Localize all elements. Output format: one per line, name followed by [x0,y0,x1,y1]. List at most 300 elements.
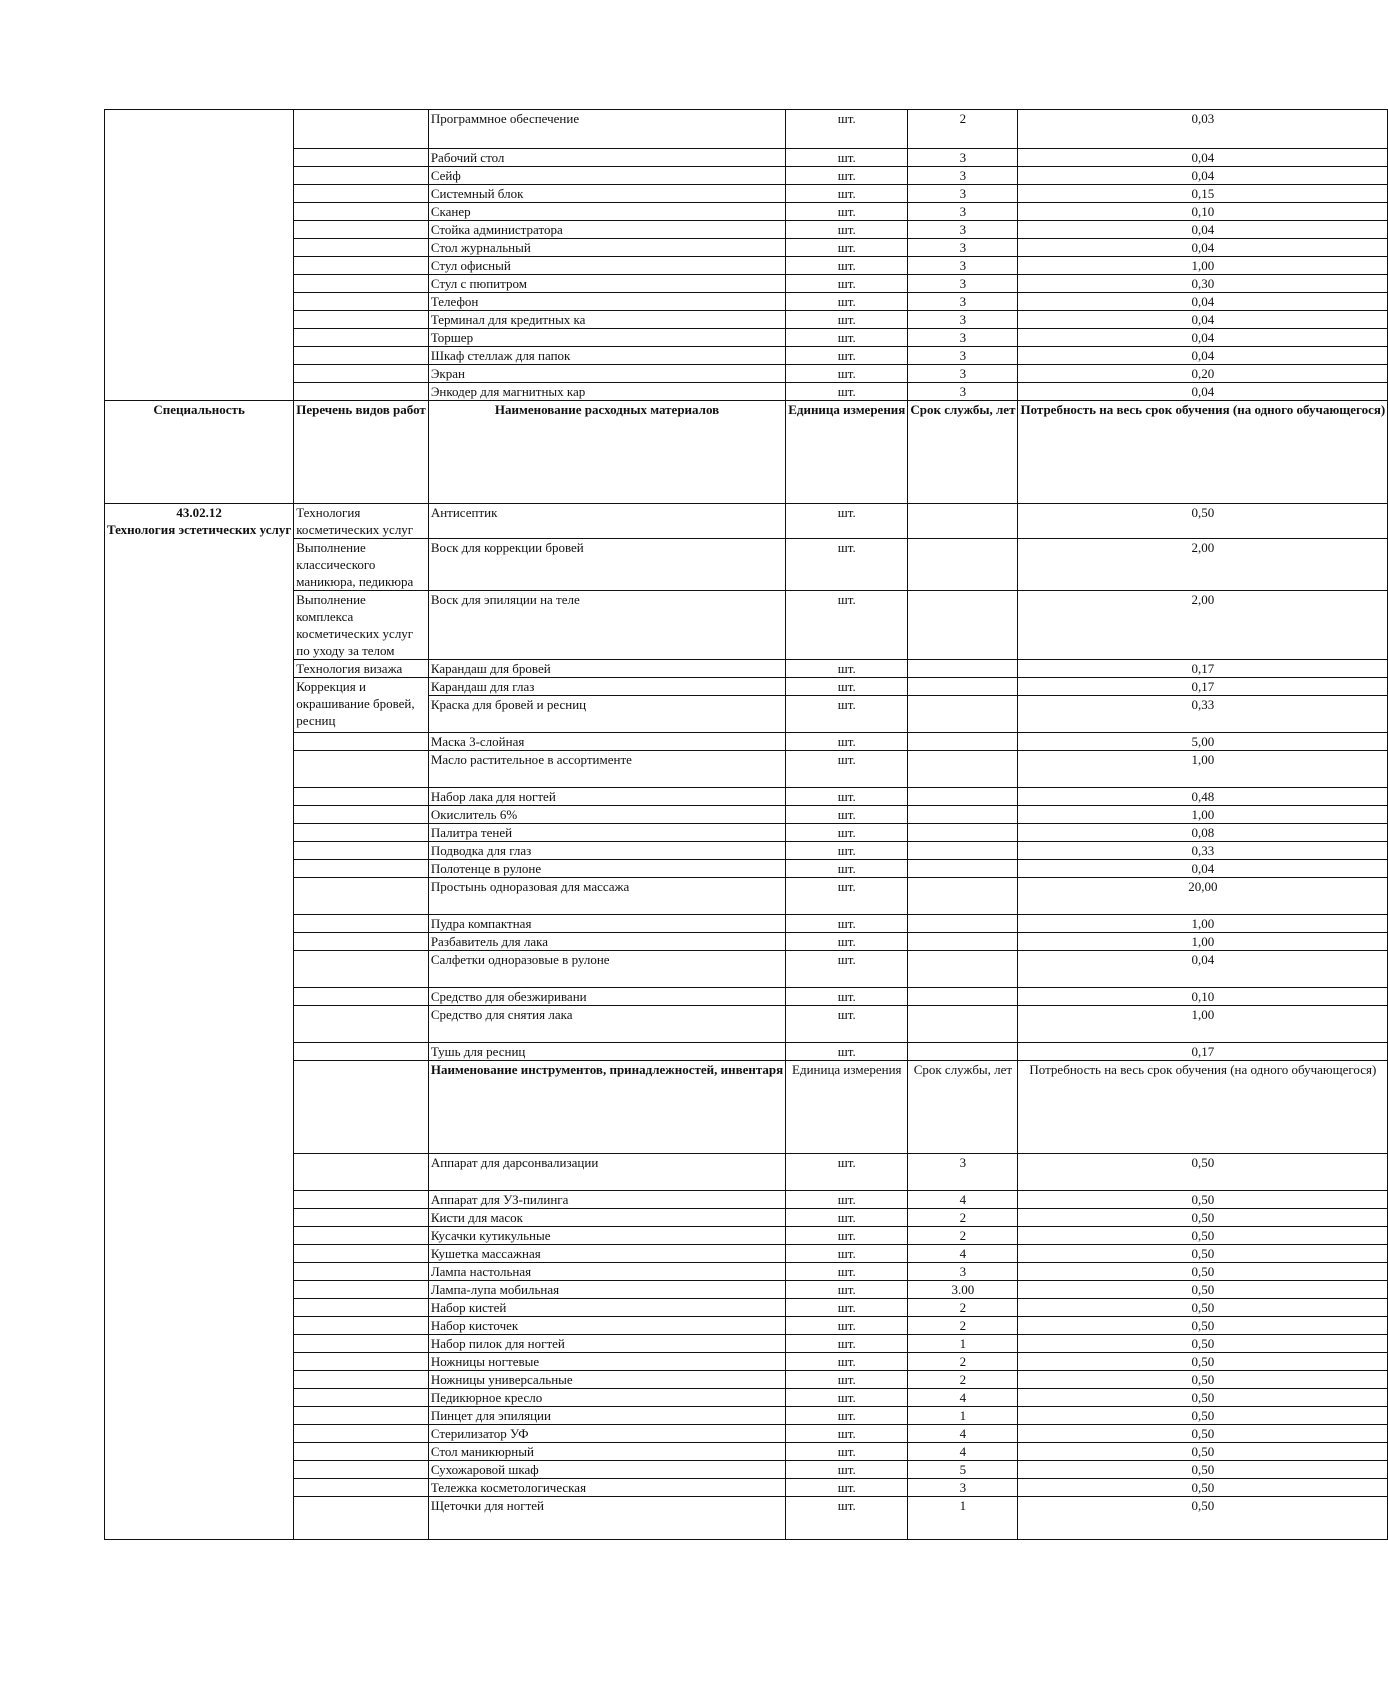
item-need: 0,10 [1018,988,1388,1006]
works-cell [294,1191,429,1209]
table-row [105,878,1388,915]
table-row [105,365,1388,383]
item-name: Программное обеспечение [428,110,785,149]
item-need: 0,17 [1018,660,1388,678]
table-row [105,275,1388,293]
table-row [105,329,1388,347]
item-life: 2 [908,1371,1018,1389]
item-unit: шт. [786,275,908,293]
item-unit: шт. [786,1389,908,1407]
item-unit: шт. [786,988,908,1006]
table-row [105,347,1388,365]
item-life: 3 [908,347,1018,365]
item-name: Набор кисточек [428,1317,785,1335]
item-unit: шт. [786,933,908,951]
item-unit: шт. [786,1263,908,1281]
works-cell [294,842,429,860]
work-item: Технология косметических услуг [294,504,429,539]
item-need: 0,10 [1018,203,1388,221]
table-row [105,1263,1388,1281]
table-row [105,311,1388,329]
item-life [908,878,1018,915]
item-name: Аппарат для УЗ-пилинга [428,1191,785,1209]
item-name: Салфетки одноразовые в рулоне [428,951,785,988]
works-cell [294,110,429,149]
item-life: 2 [908,1317,1018,1335]
item-life: 4 [908,1425,1018,1443]
table-row [105,842,1388,860]
item-unit: шт. [786,1227,908,1245]
works-cell [294,1154,429,1191]
item-unit: шт. [786,1299,908,1317]
item-name: Масло растительное в ассортименте [428,751,785,788]
item-need: 0,17 [1018,1043,1388,1061]
item-name: Палитра теней [428,824,785,842]
item-name: Ножницы ногтевые [428,1353,785,1371]
item-need: 0,04 [1018,149,1388,167]
works-cell [294,1443,429,1461]
works-cell [294,1263,429,1281]
table-row [105,660,1388,678]
materials-table [104,109,1388,1540]
item-name: Сухожаровой шкаф [428,1461,785,1479]
specialty-cell-empty [105,110,294,401]
works-cell [294,915,429,933]
works-cell [294,1245,429,1263]
specialty-title: Технология эстетических услуг [107,522,292,537]
item-name: Лампа настольная [428,1263,785,1281]
item-unit: шт. [786,1043,908,1061]
item-name: Окислитель 6% [428,806,785,824]
item-name: Щеточки для ногтей [428,1497,785,1540]
header-specialty: Специальность [105,401,294,504]
item-life [908,591,1018,660]
item-life: 3 [908,1154,1018,1191]
item-life [908,660,1018,678]
item-name: Пудра компактная [428,915,785,933]
table-row [105,239,1388,257]
work-item: Выполнение комплекса косметических услуг по уходу за телом [294,591,429,660]
item-unit: шт. [786,383,908,401]
table-row [105,1425,1388,1443]
table-row [105,933,1388,951]
works-cell [294,1227,429,1245]
works-cell [294,1371,429,1389]
item-name: Шкаф стеллаж для папок [428,347,785,365]
item-name: Аппарат для дарсонвализации [428,1154,785,1191]
table-row [105,110,1388,149]
item-name: Стерилизатор УФ [428,1425,785,1443]
item-life: 3 [908,1479,1018,1497]
table-row [105,257,1388,275]
item-need: 0,04 [1018,311,1388,329]
item-unit: шт. [786,504,908,539]
works-cell [294,878,429,915]
item-life: 2 [908,1353,1018,1371]
item-name: Стол маникюрный [428,1443,785,1461]
item-need: 0,50 [1018,1245,1388,1263]
item-name: Набор лака для ногтей [428,788,785,806]
table-row [105,1154,1388,1191]
table-row [105,1245,1388,1263]
item-life: 2 [908,1299,1018,1317]
works-cell [294,1425,429,1443]
item-need: 0,50 [1018,1209,1388,1227]
item-name: Краска для бровей и ресниц [428,696,785,733]
item-need: 0,50 [1018,1443,1388,1461]
item-need: 0,04 [1018,221,1388,239]
item-unit: шт. [786,239,908,257]
item-unit: шт. [786,1353,908,1371]
item-need: 0,04 [1018,951,1388,988]
item-unit: шт. [786,311,908,329]
table-row [105,539,1388,591]
item-name: Подводка для глаз [428,842,785,860]
item-life [908,539,1018,591]
works-cell [294,1006,429,1043]
table-row [105,1335,1388,1353]
item-unit: шт. [786,1425,908,1443]
item-life: 3 [908,257,1018,275]
table-row [105,293,1388,311]
item-life: 3 [908,311,1018,329]
table-row [105,988,1388,1006]
item-name: Антисептик [428,504,785,539]
item-need: 0,50 [1018,1317,1388,1335]
item-need: 0,50 [1018,1335,1388,1353]
item-unit: шт. [786,185,908,203]
item-unit: шт. [786,539,908,591]
table-row [105,1479,1388,1497]
table-row [105,1317,1388,1335]
item-life: 4 [908,1389,1018,1407]
item-life: 3 [908,365,1018,383]
item-life: 3 [908,167,1018,185]
item-name: Телефон [428,293,785,311]
table-row [105,951,1388,988]
work-item: Выполнение классического маникюра, педикюра [294,539,429,591]
item-need: 0,04 [1018,383,1388,401]
item-life: 5 [908,1461,1018,1479]
item-unit: шт. [786,1335,908,1353]
item-need: 0,50 [1018,1425,1388,1443]
item-need: 0,50 [1018,1281,1388,1299]
item-unit: шт. [786,167,908,185]
works-cell [294,149,429,167]
item-name: Кушетка массажная [428,1245,785,1263]
item-need: 0,50 [1018,1299,1388,1317]
item-need: 0,50 [1018,1353,1388,1371]
document-sheet [104,109,1388,1540]
item-unit: шт. [786,660,908,678]
header-row [105,401,1388,504]
item-name: Карандаш для глаз [428,678,785,696]
item-unit: шт. [786,915,908,933]
table-row [105,824,1388,842]
works-cell [294,185,429,203]
item-need: 0,50 [1018,1479,1388,1497]
item-life: 4 [908,1443,1018,1461]
table-row [105,1407,1388,1425]
table-row [105,221,1388,239]
table-row [105,806,1388,824]
item-need: 5,00 [1018,733,1388,751]
works-cell [294,1353,429,1371]
works-cell [294,1281,429,1299]
works-cell [294,1317,429,1335]
item-unit: шт. [786,203,908,221]
item-need: 0,50 [1018,1371,1388,1389]
table-row [105,915,1388,933]
item-need: 0,50 [1018,1154,1388,1191]
item-unit: шт. [786,806,908,824]
item-name: Стул с пюпитром [428,275,785,293]
works-cell [294,933,429,951]
item-need: 1,00 [1018,933,1388,951]
table-row [105,1006,1388,1043]
table-row [105,185,1388,203]
table-row [105,383,1388,401]
item-life: 3 [908,275,1018,293]
item-need: 0,50 [1018,1497,1388,1540]
item-unit: шт. [786,751,908,788]
item-life [908,1043,1018,1061]
item-need: 0,30 [1018,275,1388,293]
header-tools-unit: Единица измерения [786,1061,908,1154]
item-unit: шт. [786,678,908,696]
table-row [105,1497,1388,1540]
item-name: Кусачки кутикульные [428,1227,785,1245]
specialty-code: 43.02.12 [176,505,222,520]
item-need: 0,04 [1018,239,1388,257]
item-need: 1,00 [1018,751,1388,788]
item-name: Полотенце в рулоне [428,860,785,878]
item-name: Набор кистей [428,1299,785,1317]
item-name: Экран [428,365,785,383]
item-need: 0,04 [1018,167,1388,185]
table-row [105,1371,1388,1389]
item-name: Лампа-лупа мобильная [428,1281,785,1299]
works-cell [294,1407,429,1425]
header-tools-need: Потребность на весь срок обучения (на одного обучающегося) [1018,1061,1388,1154]
item-name: Рабочий стол [428,149,785,167]
item-name: Стойка администратора [428,221,785,239]
item-unit: шт. [786,951,908,988]
table-row [105,1227,1388,1245]
item-name: Кисти для масок [428,1209,785,1227]
item-life [908,751,1018,788]
item-life: 1 [908,1497,1018,1540]
item-name: Энкодер для магнитных кар [428,383,785,401]
works-cell [294,1209,429,1227]
item-life [908,733,1018,751]
item-name: Сейф [428,167,785,185]
item-need: 0,33 [1018,696,1388,733]
item-need: 2,00 [1018,591,1388,660]
item-name: Стул офисный [428,257,785,275]
item-name: Разбавитель для лака [428,933,785,951]
item-need: 0,48 [1018,788,1388,806]
table-row [105,733,1388,751]
header-tools-name: Наименование инструментов, принадлежностей, инвентаря [428,1061,785,1154]
works-cell [294,733,429,751]
item-need: 0,04 [1018,860,1388,878]
works-cell [294,311,429,329]
item-need: 0,04 [1018,347,1388,365]
item-name: Терминал для кредитных ка [428,311,785,329]
item-life [908,1006,1018,1043]
table-row [105,167,1388,185]
item-life [908,988,1018,1006]
works-cell [294,751,429,788]
item-life: 3 [908,239,1018,257]
item-life: 4 [908,1191,1018,1209]
item-need: 20,00 [1018,878,1388,915]
item-name: Педикюрное кресло [428,1389,785,1407]
works-cell [294,824,429,842]
item-unit: шт. [786,696,908,733]
item-unit: шт. [786,1245,908,1263]
works-cell [294,951,429,988]
item-name: Маска 3-слойная [428,733,785,751]
item-life: 2 [908,1227,1018,1245]
item-need: 0,03 [1018,110,1388,149]
item-unit: шт. [786,1497,908,1540]
table-row [105,1299,1388,1317]
table-row [105,1443,1388,1461]
item-need: 0,33 [1018,842,1388,860]
item-need: 0,04 [1018,329,1388,347]
item-life: 3 [908,293,1018,311]
works-cell [294,329,429,347]
item-need: 0,50 [1018,504,1388,539]
header-life: Срок службы, лет [908,401,1018,504]
work-item: Технология визажа [294,660,429,678]
item-life [908,842,1018,860]
works-cell [294,275,429,293]
item-unit: шт. [786,1371,908,1389]
works-cell [294,860,429,878]
table-row [105,1281,1388,1299]
works-cell [294,239,429,257]
header-need: Потребность на весь срок обучения (на одного обучающегося) [1018,401,1388,504]
item-unit: шт. [786,1317,908,1335]
item-need: 0,20 [1018,365,1388,383]
item-life [908,806,1018,824]
item-unit: шт. [786,878,908,915]
table-row [105,1043,1388,1061]
item-unit: шт. [786,110,908,149]
item-life [908,824,1018,842]
item-need: 0,50 [1018,1263,1388,1281]
item-unit: шт. [786,149,908,167]
item-life [908,504,1018,539]
table-row [105,1191,1388,1209]
table-row [105,1389,1388,1407]
item-name: Тушь для ресниц [428,1043,785,1061]
works-cell [294,1389,429,1407]
works-cell [294,1061,429,1154]
works-cell [294,221,429,239]
header-row [105,1061,1388,1154]
item-life: 3.00 [908,1281,1018,1299]
item-unit: шт. [786,1407,908,1425]
item-need: 1,00 [1018,257,1388,275]
table-row [105,504,1388,539]
table-row [105,591,1388,660]
header-works: Перечень видов работ [294,401,429,504]
works-cell [294,347,429,365]
item-name: Карандаш для бровей [428,660,785,678]
item-name: Ножницы универсальные [428,1371,785,1389]
item-unit: шт. [786,1281,908,1299]
item-unit: шт. [786,1154,908,1191]
item-unit: шт. [786,733,908,751]
item-need: 1,00 [1018,806,1388,824]
header-unit: Единица измерения [786,401,908,504]
item-name: Торшер [428,329,785,347]
item-unit: шт. [786,365,908,383]
work-item: Коррекция и окрашивание бровей, ресниц [294,678,429,733]
item-need: 0,50 [1018,1227,1388,1245]
works-cell [294,1299,429,1317]
works-cell [294,1335,429,1353]
works-cell [294,203,429,221]
item-life [908,678,1018,696]
item-unit: шт. [786,347,908,365]
item-life [908,933,1018,951]
item-unit: шт. [786,1461,908,1479]
item-need: 0,50 [1018,1389,1388,1407]
item-name: Сканер [428,203,785,221]
table-row [105,678,1388,696]
item-life: 1 [908,1407,1018,1425]
works-cell [294,988,429,1006]
item-life: 3 [908,149,1018,167]
item-life [908,788,1018,806]
item-life: 3 [908,1263,1018,1281]
item-name: Набор пилок для ногтей [428,1335,785,1353]
item-life: 2 [908,1209,1018,1227]
item-name: Простынь одноразовая для массажа [428,878,785,915]
header-tools-life: Срок службы, лет [908,1061,1018,1154]
item-name: Пинцет для эпиляции [428,1407,785,1425]
item-unit: шт. [786,860,908,878]
table-row [105,1461,1388,1479]
table-row [105,1209,1388,1227]
item-life: 3 [908,203,1018,221]
item-unit: шт. [786,257,908,275]
specialty-cell [105,504,294,1540]
item-life [908,696,1018,733]
item-unit: шт. [786,1209,908,1227]
item-unit: шт. [786,842,908,860]
item-life: 4 [908,1245,1018,1263]
item-need: 0,04 [1018,293,1388,311]
works-cell [294,1497,429,1540]
works-cell [294,1461,429,1479]
item-unit: шт. [786,788,908,806]
item-need: 0,08 [1018,824,1388,842]
table-row [105,1353,1388,1371]
works-cell [294,1043,429,1061]
item-need: 0,15 [1018,185,1388,203]
works-cell [294,383,429,401]
item-life: 2 [908,110,1018,149]
table-row [105,751,1388,788]
item-name: Системный блок [428,185,785,203]
item-life: 1 [908,1335,1018,1353]
